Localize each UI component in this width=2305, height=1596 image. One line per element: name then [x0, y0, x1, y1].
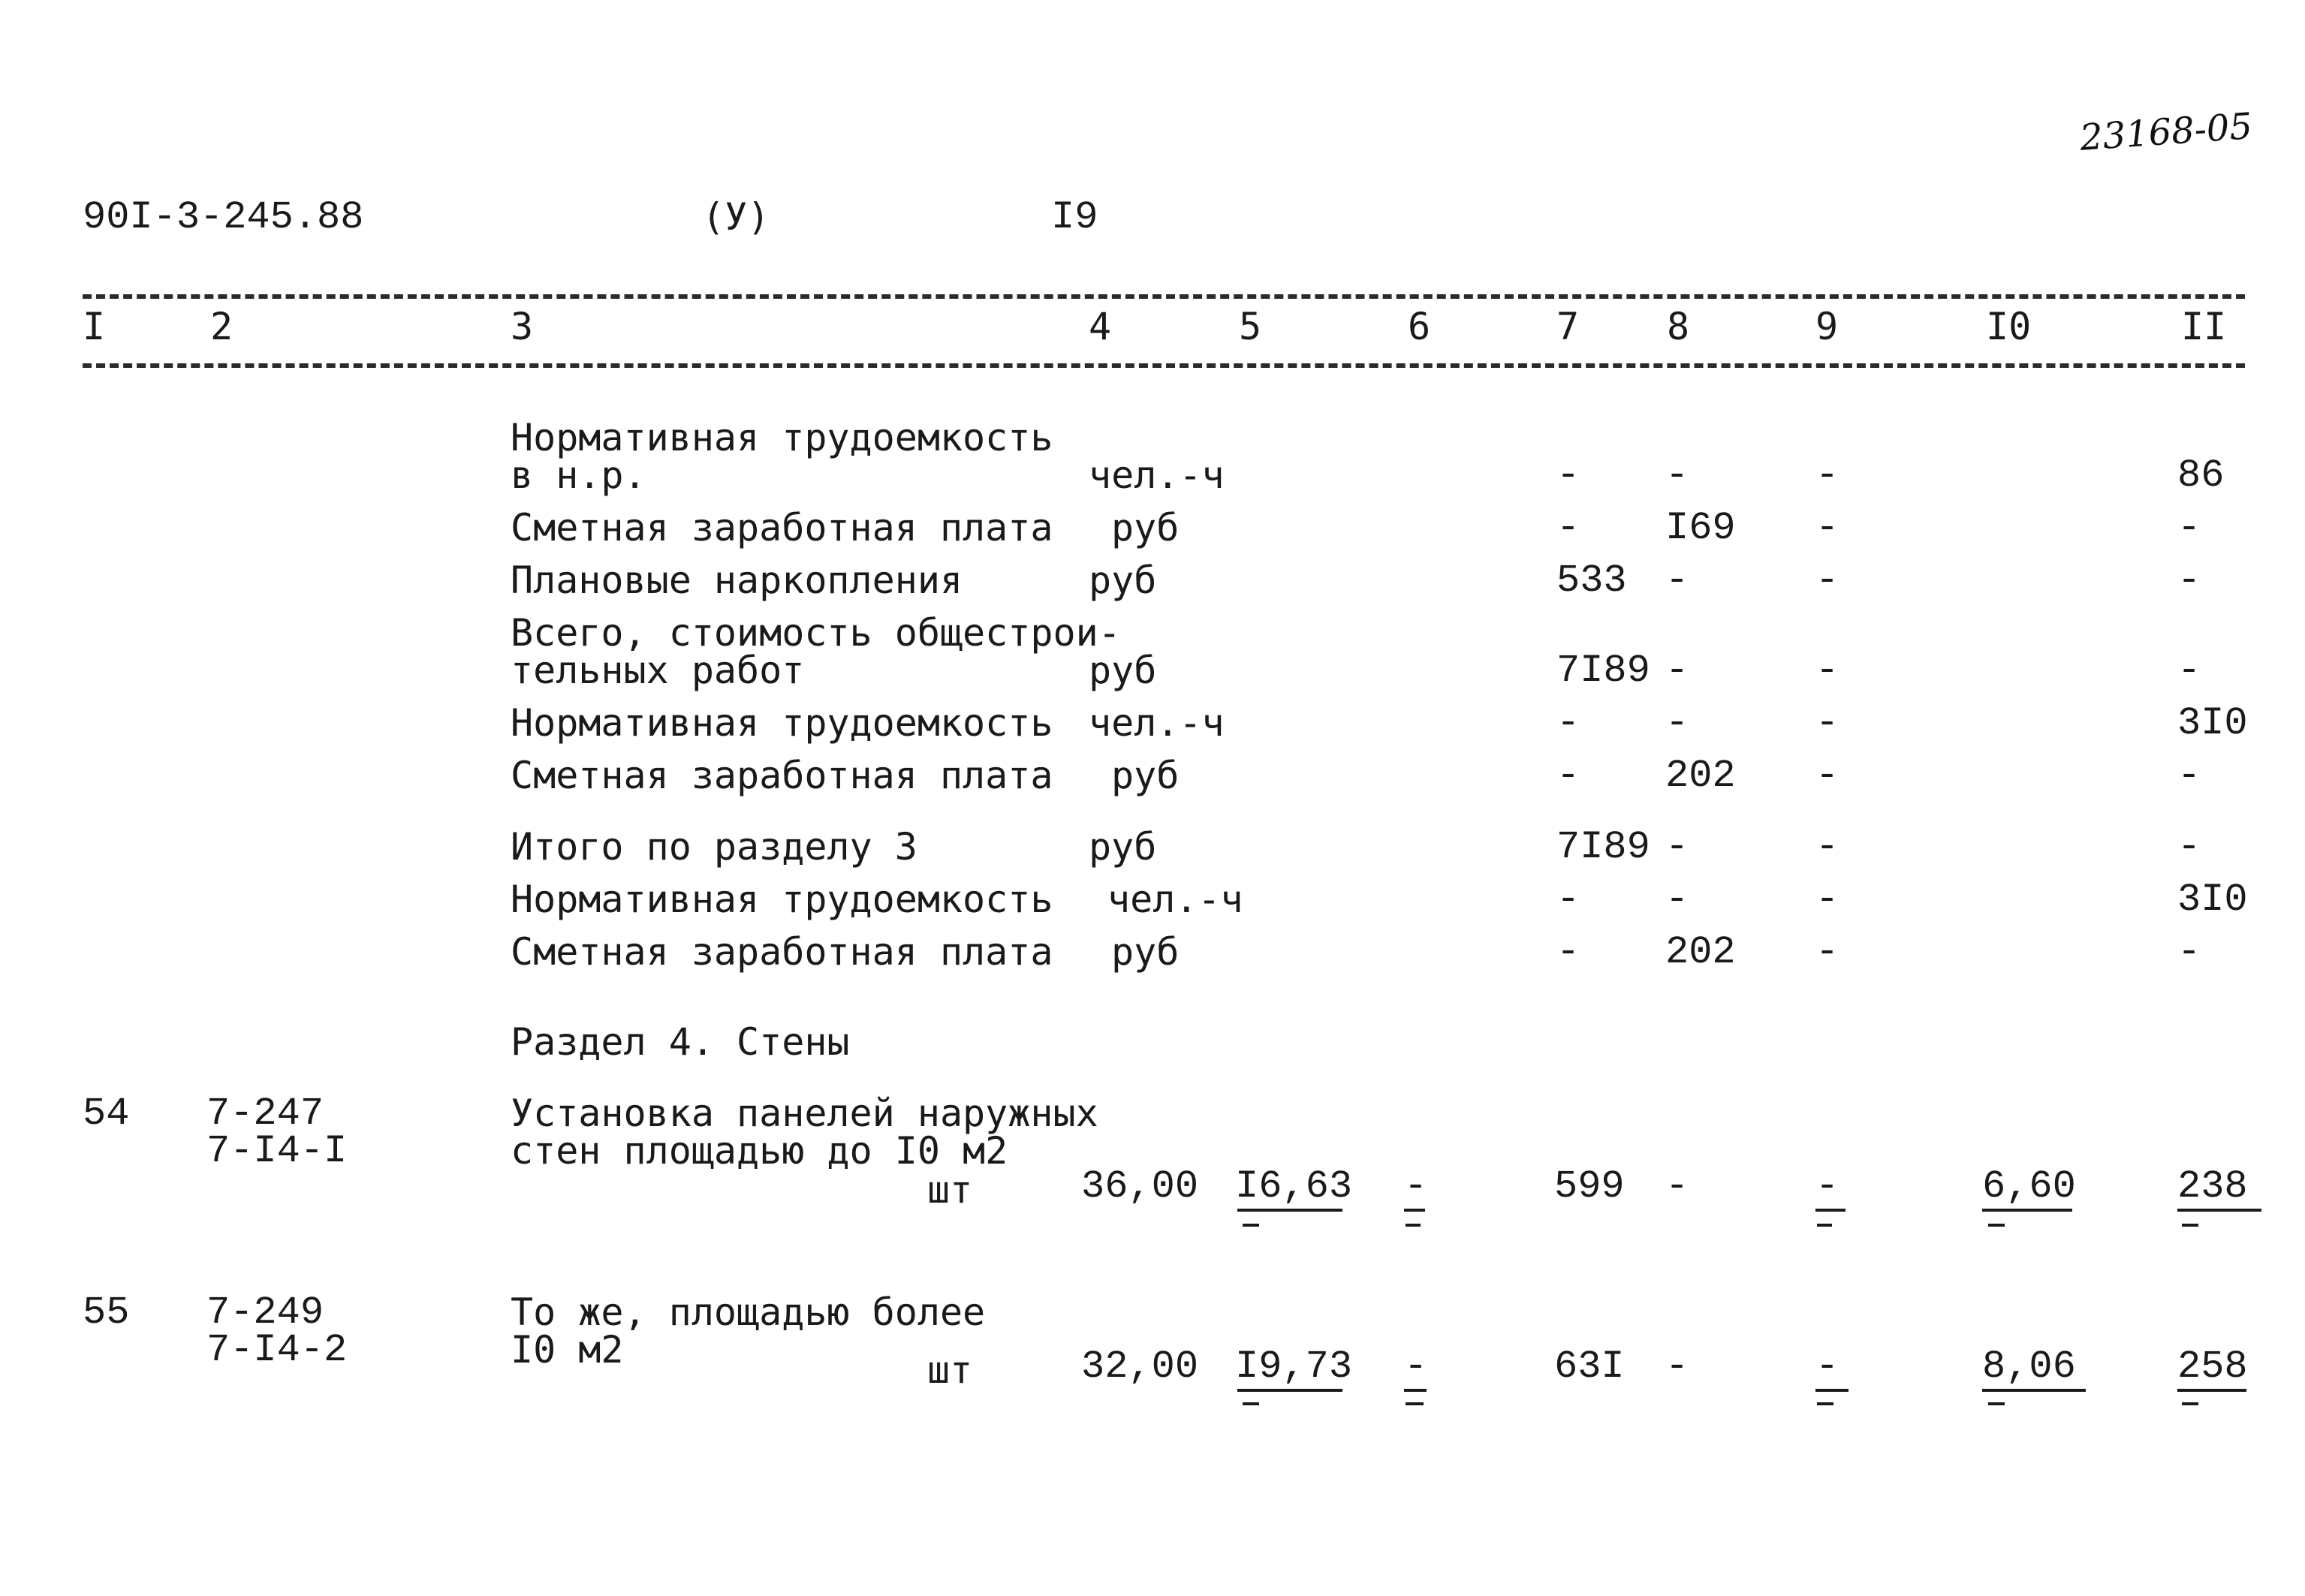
tick-c6 — [1406, 1402, 1424, 1405]
item-quantity: 32,00 — [1081, 1345, 1199, 1389]
cell-c11: - — [2177, 825, 2201, 869]
row-label: тельных работ — [511, 649, 805, 692]
header-rule-bottom — [83, 363, 2245, 368]
row-label: в н.р. — [511, 453, 646, 497]
underline-c5 — [1237, 1209, 1342, 1212]
cell-c9: - — [1815, 930, 1839, 974]
item-code: 7-249 — [206, 1290, 324, 1335]
row-unit: руб — [1111, 754, 1180, 797]
item-unit: шт — [927, 1168, 973, 1212]
item-c10: 8,06 — [1982, 1345, 2076, 1389]
underline-c11 — [2177, 1209, 2261, 1212]
page-number: I9 — [1051, 195, 1098, 239]
underline-c9 — [1815, 1209, 1846, 1212]
cell-c11: - — [2177, 559, 2201, 603]
tick-c5 — [1243, 1224, 1259, 1227]
cell-c9: - — [1815, 825, 1839, 869]
cell-c9: - — [1815, 506, 1839, 550]
cell-c8: - — [1665, 559, 1689, 603]
cell-c11: - — [2177, 930, 2201, 974]
column-header-7: 7 — [1556, 305, 1580, 348]
underline-c10 — [1982, 1389, 2086, 1392]
row-label: Нормативная трудоемкость — [511, 701, 1053, 745]
row-unit: руб — [1089, 649, 1157, 692]
column-header-5: 5 — [1239, 305, 1262, 348]
row-label: Сметная заработная плата — [511, 930, 1053, 974]
row-label: Итого по разделу 3 — [511, 825, 917, 869]
underline-c9 — [1815, 1389, 1849, 1392]
column-header-4: 4 — [1089, 305, 1112, 348]
item-c9: - — [1815, 1345, 1839, 1389]
cell-c9: - — [1815, 649, 1839, 693]
underline-c5 — [1237, 1389, 1342, 1392]
column-header-8: 8 — [1667, 305, 1690, 348]
cell-c8: - — [1665, 878, 1689, 922]
doc-code: 90I-3-245.88 — [83, 195, 364, 239]
underline-c10 — [1982, 1209, 2072, 1212]
item-description: То же, площадью более — [511, 1290, 986, 1334]
item-c6: - — [1404, 1345, 1428, 1389]
cell-c7: - — [1556, 506, 1580, 550]
item-number: 54 — [83, 1092, 130, 1136]
cell-c7: 7I89 — [1556, 649, 1650, 693]
item-c5: I9,73 — [1235, 1345, 1353, 1389]
cell-c8: - — [1665, 649, 1689, 693]
item-description: Установка панелей наружных — [511, 1092, 1098, 1135]
item-c9: - — [1815, 1164, 1839, 1209]
cell-c9: - — [1815, 878, 1839, 922]
column-header-1: I — [83, 305, 106, 348]
tick-c6 — [1406, 1224, 1421, 1227]
row-unit: руб — [1111, 930, 1180, 974]
row-unit: руб — [1089, 825, 1157, 869]
item-code: 7-247 — [206, 1092, 324, 1136]
tick-c5 — [1243, 1402, 1259, 1405]
row-label: Всего, стоимость общестрои- — [511, 611, 1121, 655]
column-header-3: 3 — [511, 305, 534, 348]
underline-c6 — [1404, 1389, 1427, 1392]
row-label: Нормативная трудоемкость — [511, 416, 1053, 459]
cell-c7: - — [1556, 878, 1580, 922]
row-unit: чел.-ч — [1107, 878, 1243, 921]
tick-c11 — [2182, 1224, 2198, 1227]
item-description: I0 м2 — [511, 1328, 624, 1372]
item-code: 7-I4-I — [206, 1129, 348, 1173]
column-header-6: 6 — [1408, 305, 1431, 348]
cell-c11: - — [2177, 649, 2201, 693]
column-header-11: II — [2181, 305, 2227, 348]
item-unit: шт — [927, 1348, 973, 1392]
cell-c9: - — [1815, 559, 1839, 603]
item-quantity: 36,00 — [1081, 1164, 1199, 1209]
cell-c11: 3I0 — [2177, 701, 2248, 745]
column-header-9: 9 — [1815, 305, 1839, 348]
cell-c8: - — [1665, 701, 1689, 745]
cell-c8: - — [1665, 453, 1689, 498]
cell-c8: 202 — [1665, 754, 1736, 798]
tick-c9 — [1817, 1402, 1833, 1405]
item-c8: - — [1665, 1345, 1689, 1389]
cell-c7: 7I89 — [1556, 825, 1650, 869]
row-label: Нормативная трудоемкость — [511, 878, 1053, 921]
item-c7: 63I — [1554, 1345, 1625, 1389]
item-number: 55 — [83, 1290, 130, 1335]
cell-c8: I69 — [1665, 506, 1736, 550]
cell-c8: 202 — [1665, 930, 1736, 974]
column-header-2: 2 — [210, 305, 234, 348]
row-unit: руб — [1089, 559, 1157, 602]
cell-c7: - — [1556, 930, 1580, 974]
item-c11: 238 — [2177, 1164, 2248, 1209]
tick-c9 — [1817, 1224, 1832, 1227]
item-description: стен площадью до I0 м2 — [511, 1129, 1008, 1173]
cell-c7: - — [1556, 453, 1580, 498]
row-unit: руб — [1111, 506, 1180, 550]
tick-c10 — [1988, 1224, 2005, 1227]
cell-c9: - — [1815, 701, 1839, 745]
archive-stamp: 23168-05 — [2078, 105, 2254, 159]
section-title: Раздел 4. Стены — [511, 1020, 850, 1064]
cell-c11: - — [2177, 506, 2201, 550]
tick-c10 — [1988, 1402, 2005, 1405]
cell-c7: - — [1556, 701, 1580, 745]
cell-c9: - — [1815, 453, 1839, 498]
row-unit: чел.-ч — [1089, 701, 1225, 745]
item-code: 7-I4-2 — [206, 1328, 348, 1372]
item-c10: 6,60 — [1982, 1164, 2076, 1209]
row-label: Плановые наркопления — [511, 559, 963, 602]
item-c11: 258 — [2177, 1345, 2248, 1389]
underline-c11 — [2177, 1389, 2246, 1392]
cell-c9: - — [1815, 754, 1839, 798]
underline-c6 — [1404, 1209, 1425, 1212]
item-c7: 599 — [1554, 1164, 1625, 1209]
cell-c11: 3I0 — [2177, 878, 2248, 922]
row-label: Сметная заработная плата — [511, 754, 1053, 797]
row-label: Сметная заработная плата — [511, 506, 1053, 550]
cell-c11: - — [2177, 754, 2201, 798]
item-c8: - — [1665, 1164, 1689, 1209]
item-c5: I6,63 — [1235, 1164, 1353, 1209]
column-header-10: I0 — [1986, 305, 2032, 348]
doc-mark: (У) — [702, 195, 770, 239]
cell-c7: 533 — [1556, 559, 1627, 603]
tick-c11 — [2182, 1402, 2198, 1405]
cell-c11: 86 — [2177, 453, 2225, 498]
cell-c7: - — [1556, 754, 1580, 798]
cell-c8: - — [1665, 825, 1689, 869]
item-c6: - — [1404, 1164, 1428, 1209]
header-rule-top — [83, 294, 2245, 299]
row-unit: чел.-ч — [1089, 453, 1225, 497]
